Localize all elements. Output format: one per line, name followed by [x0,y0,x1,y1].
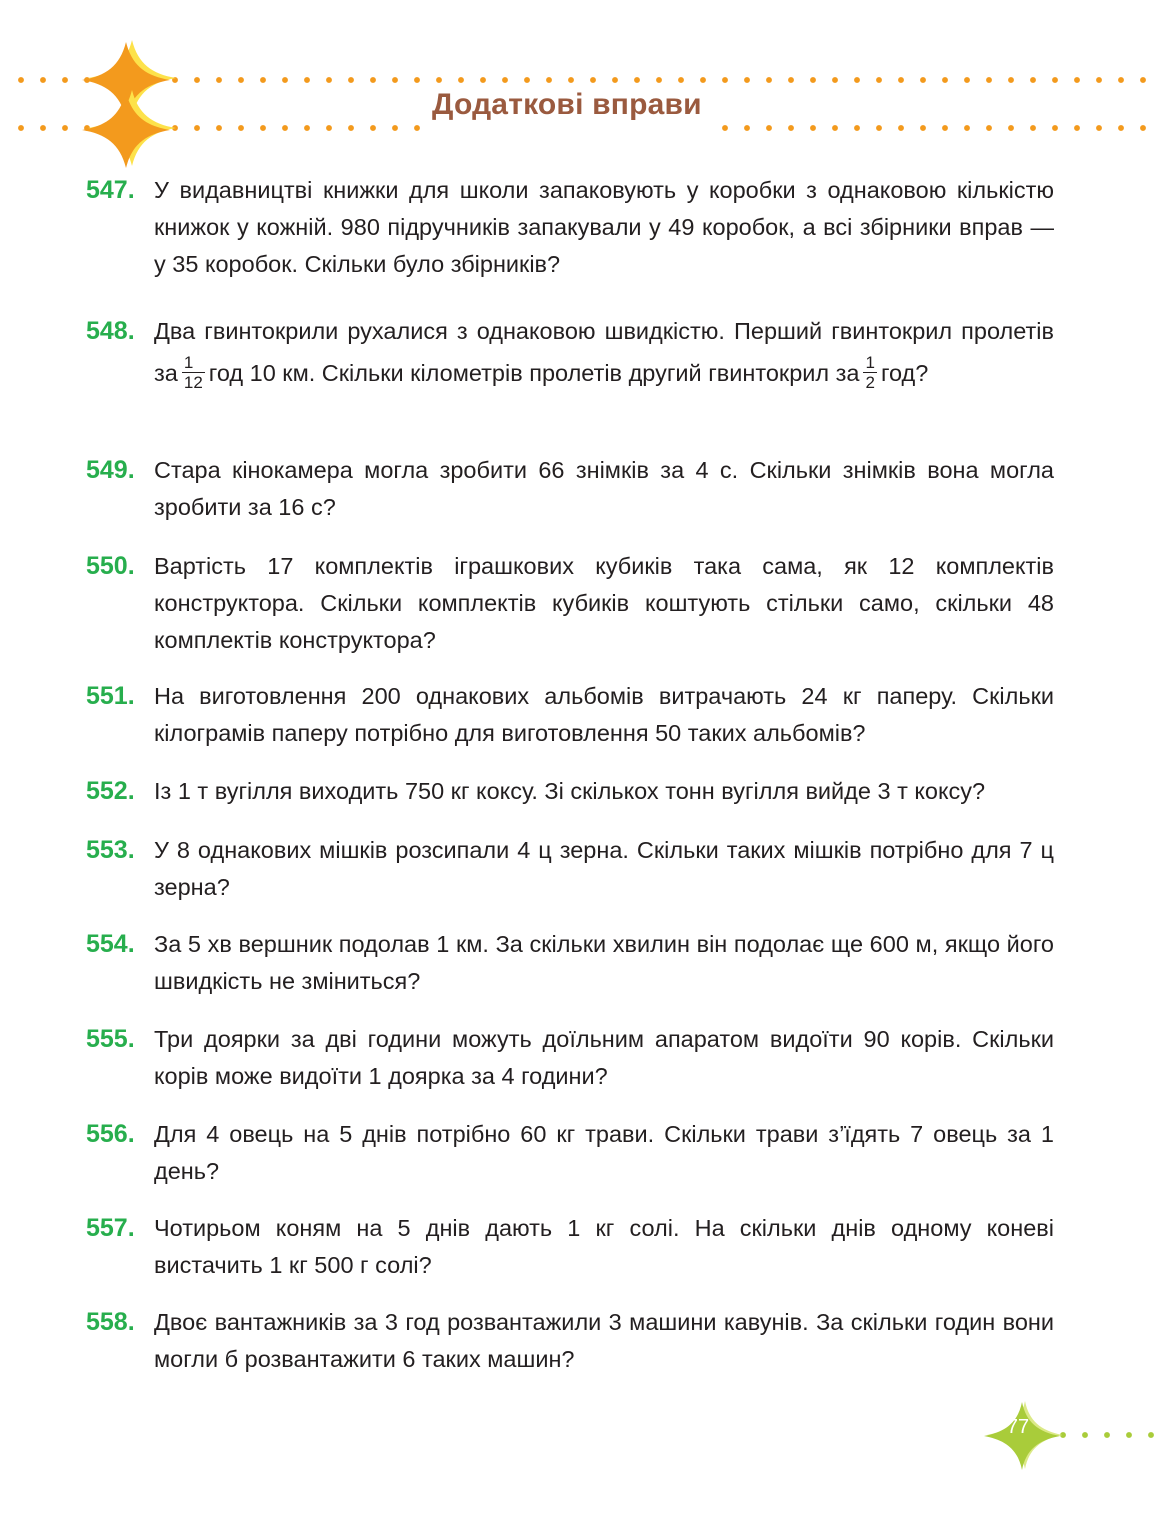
exercise-553 [86,832,1066,906]
fraction-numerator: 1 [182,353,205,373]
exercise-number: 550. [86,552,135,580]
fraction-denominator: 12 [183,373,203,393]
exercise-text-part: год? [880,360,929,386]
exercise-557 [86,1210,1066,1284]
exercise-text: У 8 однакових мішків розсипали 4 ц зерна. Скільки таких мішків потрібно для 7 ц зерна? [154,837,1054,900]
exercise-550 [86,548,1066,659]
diamond-ornament-icon [74,40,184,172]
exercise-number: 552. [86,777,135,805]
exercise-558 [86,1304,1066,1378]
exercise-text: За 5 хв вершник подолав 1 км. За скільки хвилин він подолає ще 600 м, якщо його швидкість не зміниться? [154,931,1054,994]
page-number-dotted-line [1052,1429,1162,1441]
exercise-text [154,310,1054,394]
exercise-text: Двоє вантажників за 3 год розвантажили 3 машини кавунів. За скільки годин вони могли б розвантажити 6 таких машин? [154,1309,1054,1372]
fraction-denominator: 2 [865,373,875,393]
exercise-number: 554. [86,930,135,958]
exercise-551 [86,678,1066,752]
exercise-text: Три доярки за дві години можуть доїльним апаратом видоїти 90 корів. Скільки корів може видоїти 1 доярка за 4 години? [154,1026,1054,1089]
exercise-text: На виготовлення 200 однакових альбомів витрачають 24 кг паперу. Скільки кілограмів паперу потрібно для виготовлення 50 таких альбомів? [154,683,1054,746]
exercise-text: Чотирьом коням на 5 днів дають 1 кг солі. На скільки днів одному коневі вистачить 1 кг 500 г солі? [154,1215,1054,1278]
exercise-547 [86,172,1066,283]
exercise-555 [86,1021,1066,1095]
fraction-numerator: 1 [865,353,875,373]
exercise-number: 555. [86,1025,135,1053]
exercise-number: 556. [86,1120,135,1148]
exercise-text: Для 4 овець на 5 днів потрібно 60 кг трави. Скільки трави з’їдять 7 овець за 1 день? [154,1121,1054,1184]
exercise-556 [86,1116,1066,1190]
exercise-549 [86,452,1066,526]
exercise-number: 557. [86,1214,135,1242]
exercise-548 [86,310,1066,394]
exercise-text-part: Два гвинтокрили рухалися з однаковою швидкістю. Перший гвинтокрил пролетів за [154,318,1054,386]
exercise-552 [86,773,1066,810]
fraction [863,353,876,392]
exercise-text: Із 1 т вугілля виходить 750 кг коксу. Зі скількох тонн вугілля вийде 3 т коксу? [154,778,986,804]
exercise-number: 553. [86,836,135,864]
exercise-text: У видавництві книжки для школи запаковують у коробки з однаковою кількістю книжок у кожній. 980 підручників запакували у 49 коробок, а всі збірники вправ — у 35 коробок. Скільки було збірників? [154,177,1054,277]
exercise-number: 551. [86,682,135,710]
exercise-text: Вартість 17 комплектів іграшкових кубиків така сама, як 12 комплектів конструктора. Скільки комплектів кубиків коштують стільки само, скільки 48 комплектів конструктора? [154,553,1054,653]
page-title: Додаткові вправи [432,88,702,121]
exercise-text-part: год 10 км. Скільки кілометрів пролетів другий гвинтокрил за [208,360,860,386]
exercise-number: 549. [86,456,135,484]
fraction [182,353,205,392]
exercise-number: 548. [86,317,135,345]
page-number: 77 [1006,1416,1030,1438]
exercise-text: Стара кінокамера могла зробити 66 знімків за 4 с. Скільки знімків вона могла зробити за 16 с? [154,457,1054,520]
exercise-number: 558. [86,1308,135,1336]
exercise-554 [86,926,1066,1000]
exercise-number: 547. [86,176,135,204]
